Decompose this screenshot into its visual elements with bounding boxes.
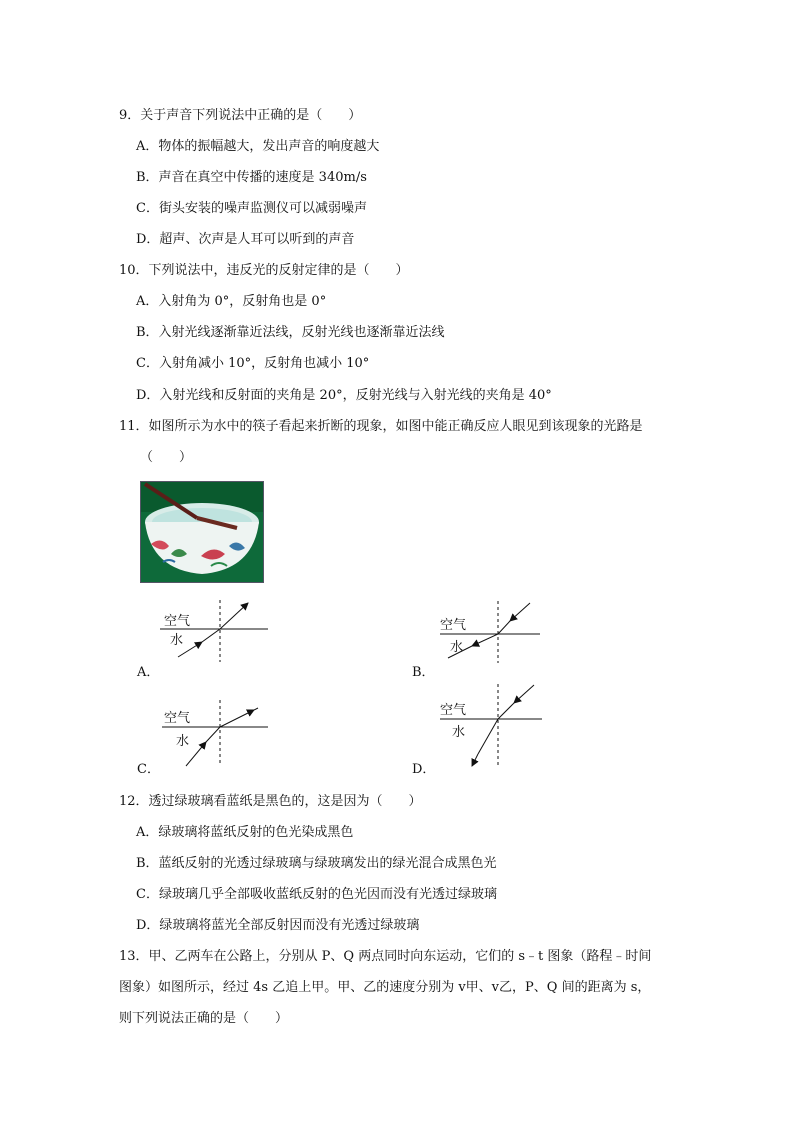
choice-b-label[interactable]: B． <box>412 665 435 680</box>
q12-option-d[interactable]: D．绿玻璃将蓝光全部反射因而没有光透过绿玻璃 <box>136 918 420 933</box>
diagram-d[interactable] <box>438 684 558 776</box>
choice-d-label[interactable]: D． <box>412 762 436 777</box>
q10-option-b[interactable]: B．入射光线逐渐靠近法线，反射光线也逐渐靠近法线 <box>136 325 445 340</box>
diagram-b-air-label: 空气 <box>440 618 467 633</box>
diagram-a[interactable] <box>160 600 280 674</box>
diagram-c-water-label: 水 <box>176 734 190 749</box>
q10-option-d[interactable]: D．入射光线和反射面的夹角是 20°，反射光线与入射光线的夹角是 40° <box>136 388 552 403</box>
q9-option-d[interactable]: D．超声、次声是人耳可以听到的声音 <box>136 232 355 247</box>
chopsticks-bowl-photo <box>140 481 264 583</box>
q13-line1: 13．甲、乙两车在公路上，分别从 P、Q 两点同时向东运动，它们的 s﹣t 图象（路程﹣时间 <box>119 949 652 964</box>
q12-option-b[interactable]: B．蓝纸反射的光透过绿玻璃与绿玻璃发出的绿光混合成黑色光 <box>136 856 497 871</box>
q11-stem-line1: 11．如图所示为水中的筷子看起来折断的现象，如图中能正确反应人眼见到该现象的光路是 <box>119 419 643 434</box>
diagram-d-air-label: 空气 <box>440 703 467 718</box>
q10-stem: 10．下列说法中，违反光的反射定律的是（ ） <box>119 263 409 278</box>
q12-option-c[interactable]: C．绿玻璃几乎全部吸收蓝纸反射的色光因而没有光透过绿玻璃 <box>136 887 497 902</box>
diagram-c[interactable] <box>162 700 282 776</box>
q12-option-a[interactable]: A．绿玻璃将蓝纸反射的色光染成黑色 <box>136 825 354 840</box>
choice-c-label[interactable]: C． <box>137 762 160 777</box>
q13-line3: 则下列说法正确的是（ ） <box>119 1011 289 1026</box>
diagram-b-water-label: 水 <box>450 640 464 655</box>
q9-stem: 9．关于声音下列说法中正确的是（ ） <box>119 108 362 123</box>
q9-option-c[interactable]: C．街头安装的噪声监测仪可以减弱噪声 <box>136 201 367 216</box>
diagram-d-water-label: 水 <box>452 725 466 740</box>
q9-option-a[interactable]: A．物体的振幅越大，发出声音的响度越大 <box>136 139 380 154</box>
q11-stem-line2: （ ） <box>140 450 193 465</box>
q10-option-a[interactable]: A．入射角为 0°，反射角也是 0° <box>136 294 327 309</box>
q12-stem: 12．透过绿玻璃看蓝纸是黑色的，这是因为（ ） <box>119 794 422 809</box>
diagram-c-air-label: 空气 <box>164 711 191 726</box>
choice-a-label[interactable]: A． <box>137 665 160 680</box>
q13-line2: 图象）如图所示，经过 4s 乙追上甲。甲、乙的速度分别为 v甲、v乙，P、Q 间的距离为 s， <box>119 980 651 995</box>
q9-option-b[interactable]: B．声音在真空中传播的速度是 340m/s <box>136 170 367 185</box>
q10-option-c[interactable]: C．入射角减小 10°，反射角也减小 10° <box>136 356 370 371</box>
diagram-b[interactable] <box>438 601 558 675</box>
diagram-a-air-label: 空气 <box>164 614 191 629</box>
diagram-a-water-label: 水 <box>170 633 184 648</box>
